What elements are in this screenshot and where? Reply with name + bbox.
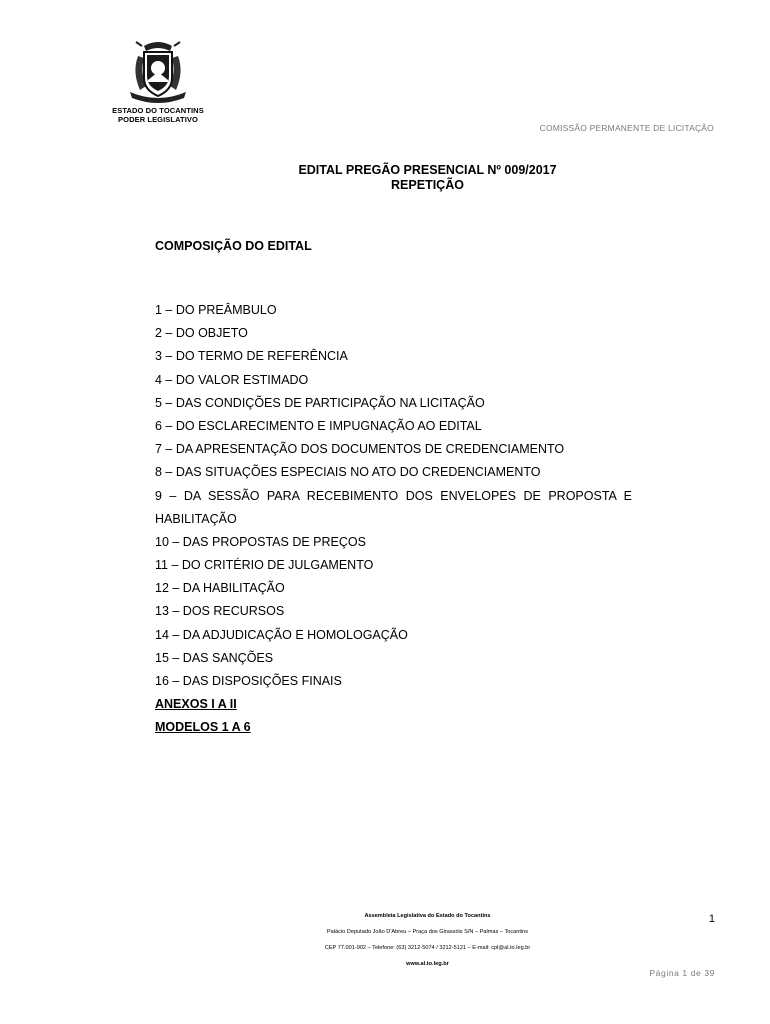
page-of-total: Página 1 de 39 bbox=[649, 968, 715, 978]
toc-item-7: 7 – DA APRESENTAÇÃO DOS DOCUMENTOS DE CREDENCIAMENTO bbox=[155, 442, 565, 457]
toc-item-9: 9 – DA SESSÃO PARA RECEBIMENTO DOS ENVELOPES DE PROPOSTA E bbox=[155, 488, 632, 503]
footer-contact: CEP 77.001-902 – Telefone: (63) 3212-5074 / 3212-5121 – E-mail: cpl@al.to.leg.br bbox=[324, 945, 531, 951]
toc-item-6: 6 – DO ESCLARECIMENTO E IMPUGNAÇÃO AO EDITAL bbox=[155, 418, 482, 433]
toc-item-8: 8 – DAS SITUAÇÕES ESPECIAIS NO ATO DO CREDENCIAMENTO bbox=[155, 465, 541, 480]
toc-item-14: 14 – DA ADJUDICAÇÃO E HOMOLOGAÇÃO bbox=[155, 627, 408, 642]
title-line-edital: EDITAL PREGÃO PRESENCIAL Nº 009/2017 bbox=[298, 163, 557, 177]
toc-item-1: 1 – DO PREÂMBULO bbox=[155, 303, 277, 317]
toc-item-9-cont: HABILITAÇÃO bbox=[155, 511, 237, 526]
toc-item-5: 5 – DAS CONDIÇÕES DE PARTICIPAÇÃO NA LICITAÇÃO bbox=[155, 395, 485, 410]
toc-item-2: 2 – DO OBJETO bbox=[155, 326, 248, 341]
footer-address: Palácio Deputado João D'Abreu – Praça dos Girassóis S/N – Palmas – Tocantins bbox=[326, 929, 529, 935]
toc-item-10: 10 – DAS PROPOSTAS DE PREÇOS bbox=[155, 534, 366, 549]
title-line-repeticao: REPETIÇÃO bbox=[391, 178, 464, 192]
toc-item-3: 3 – DO TERMO DE REFERÊNCIA bbox=[155, 349, 348, 364]
toc-item-11: 11 – DO CRITÉRIO DE JULGAMENTO bbox=[155, 558, 374, 573]
toc-item-13: 13 – DOS RECURSOS bbox=[155, 604, 285, 619]
page-number: 1 bbox=[708, 913, 715, 925]
section-heading: COMPOSIÇÃO DO EDITAL bbox=[155, 239, 312, 253]
toc-item-16: 16 – DAS DISPOSIÇÕES FINAIS bbox=[155, 674, 342, 688]
coat-of-arms-icon bbox=[122, 38, 194, 106]
logo-line-power: PODER LEGISLATIVO bbox=[118, 115, 198, 124]
models-item: MODELOS 1 A 6 bbox=[155, 720, 251, 735]
table-of-contents bbox=[155, 299, 632, 740]
document-title bbox=[0, 163, 770, 193]
footer-website: www.al.to.leg.br bbox=[406, 961, 449, 967]
footer-institution: Assembleia Legislativa do Estado do Tocantins bbox=[364, 913, 491, 919]
toc-item-4: 4 – DO VALOR ESTIMADO bbox=[155, 372, 309, 387]
logo-line-state: ESTADO DO TOCANTINS bbox=[112, 106, 204, 115]
toc-item-12: 12 – DA HABILITAÇÃO bbox=[155, 581, 285, 596]
commission-header: COMISSÃO PERMANENTE DE LICITAÇÃO bbox=[539, 123, 714, 133]
institution-logo bbox=[108, 38, 208, 124]
annexes-item: ANEXOS I A II bbox=[155, 697, 237, 712]
page-footer bbox=[0, 908, 770, 972]
toc-item-15: 15 – DAS SANÇÕES bbox=[155, 650, 274, 665]
